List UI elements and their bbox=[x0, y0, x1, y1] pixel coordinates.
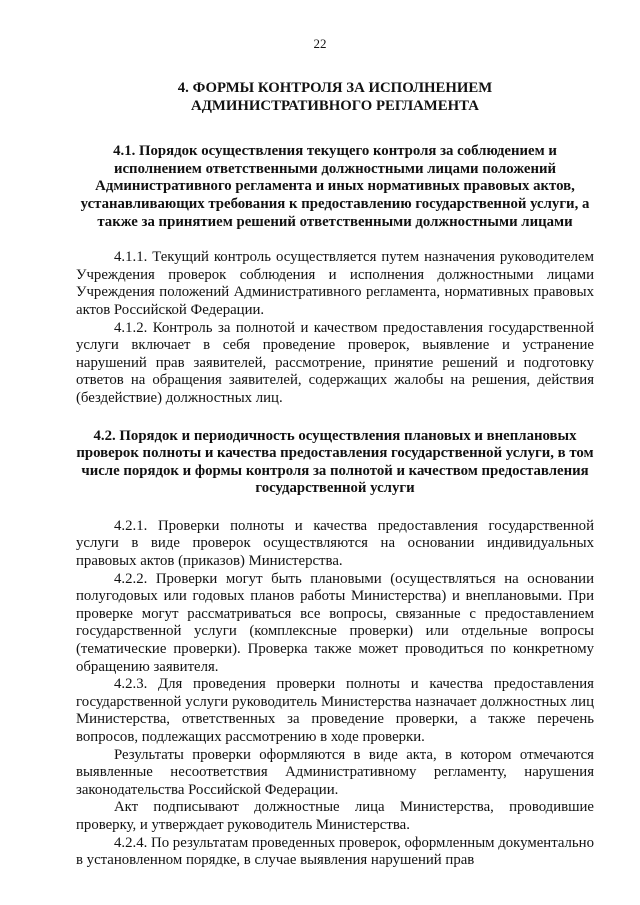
paragraph-4-2-3: 4.2.3. Для проведения проверки полноты и качества предоставления государственной услуги руководитель Министерства назначает должностных лиц Министерства, ответственных за проведение проверки, а также перечень вопросов, подлежащих рассмотрению в ходе проверки. bbox=[76, 676, 594, 745]
page-content bbox=[76, 80, 594, 870]
section-4-2-title: 4.2. Порядок и периодичность осуществления плановых и внеплановых проверок полноты и качества предоставления государственной услуги, в том числе порядок и формы контроля за полнотой и качеством предоставления государственной услуги bbox=[76, 427, 594, 497]
paragraph-4-2-1: 4.2.1. Проверки полноты и качества предоставления государственной услуги в виде проверок осуществляются на основании индивидуальных правовых актов (приказов) Министерства. bbox=[76, 517, 594, 570]
chapter-title: 4. ФОРМЫ КОНТРОЛЯ ЗА ИСПОЛНЕНИЕМ АДМИНИСТРАТИВНОГО РЕГЛАМЕНТА bbox=[177, 80, 493, 114]
paragraph-4-2-4: 4.2.4. По результатам проведенных проверок, оформленным документально в установленном порядке, в случае выявления нарушений прав bbox=[76, 834, 594, 869]
section-4-1-title: 4.1. Порядок осуществления текущего контроля за соблюдением и исполнением ответственными должностными лицами положений Административного регламента и иных нормативных правовых актов, устанавливающих требования к предоставлению государственной услуги, а также за принятием решений ответственными должностными лицами bbox=[80, 143, 590, 230]
paragraph-act: Акт подписывают должностные лица Министерства, проводившие проверку, и утверждает руководитель Министерства. bbox=[76, 799, 594, 833]
paragraph-4-2-2: 4.2.2. Проверки могут быть плановыми (осуществляться на основании полугодовых или годовых планов работы Министерства) и внеплановыми. При проверке могут рассматриваться все вопросы, связанные с предоставлением государственной услуги (комплексные проверки) или отдельные вопросы (тематические проверки). Проверка также может проводиться по конкретному обращению заявителя. bbox=[76, 570, 594, 675]
paragraph-results: Результаты проверки оформляются в виде акта, в котором отмечаются выявленные несоответствия Административному регламенту, нарушения законодательства Российской Федерации. bbox=[76, 746, 594, 798]
paragraph-4-1-2: 4.1.2. Контроль за полнотой и качеством предоставления государственной услуги включает в себя проведение проверок, выявление и устранение нарушений прав заявителей, рассмотрение, принятие решений и подготовку ответов на обращения заявителей, содержащих жалобы на решения, действия (бездействие) должностных лиц. bbox=[76, 319, 594, 406]
paragraph-4-1-1: 4.1.1. Текущий контроль осуществляется путем назначения руководителем Учреждения проверок соблюдения и исполнения должностными лицами Учреждения положений Административного регламента, нормативных правовых актов Российской Федерации. bbox=[76, 249, 594, 318]
page-number: 22 bbox=[313, 36, 327, 51]
